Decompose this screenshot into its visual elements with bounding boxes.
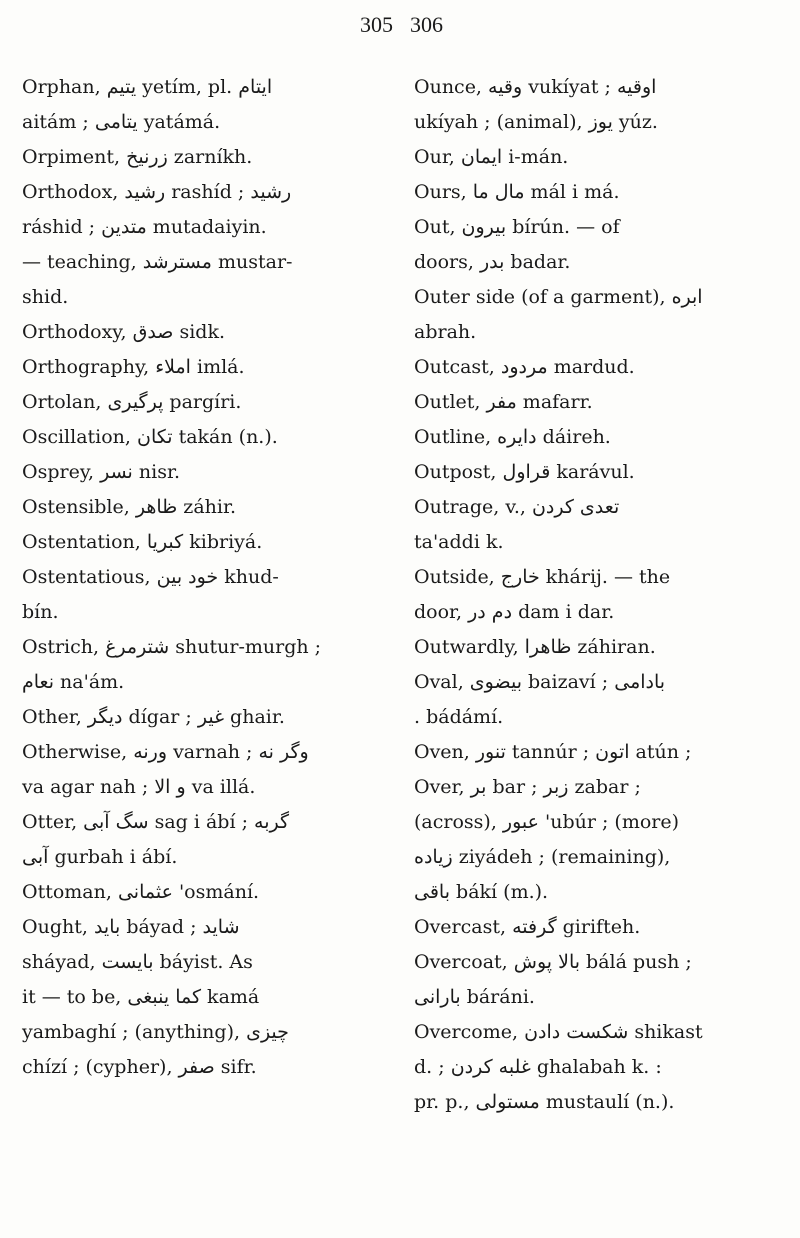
dictionary-entry (22, 420, 382, 455)
entry-line: Ounce, وقیه vukíyat ; اوقیه (414, 76, 657, 98)
dictionary-entry (414, 420, 774, 455)
entry-line: Orthography, املاء imlá. (22, 356, 245, 378)
entry-line: Outcast, مردود mardud. (414, 356, 635, 378)
entry-line: Oval, بیضوی baizaví ; بادامی (414, 671, 666, 693)
dictionary-entry (414, 385, 774, 420)
entry-line: ukíyah ; (animal), یوز yúz. (414, 111, 658, 133)
entry-line: Outline, دایره dáireh. (414, 426, 611, 448)
entry-line: chízí ; (cypher), صفر sifr. (22, 1056, 257, 1078)
dictionary-entry (414, 210, 774, 280)
dictionary-entry (414, 350, 774, 385)
dictionary-entry (22, 525, 382, 560)
dictionary-entry (22, 875, 382, 910)
entry-line: Outrage, v., تعدی کردن (414, 496, 620, 518)
dictionary-entry (22, 910, 382, 1085)
entry-line: Osprey, نسر nisr. (22, 461, 180, 483)
entry-line: Ostentatious, خود بین khud- (22, 566, 279, 588)
entry-line: Outpost, قراول karávul. (414, 461, 635, 483)
dictionary-entry (414, 280, 774, 350)
entry-line: Otherwise, ورنه varnah ; وگر نه (22, 741, 309, 763)
dictionary-entry (22, 490, 382, 525)
entry-line: ta'addi k. (414, 531, 504, 553)
dictionary-entry (414, 140, 774, 175)
dictionary-entry (414, 910, 774, 945)
entry-line: yambaghí ; (anything), چیزی (22, 1021, 289, 1043)
entry-line: بارانی báráni. (414, 986, 535, 1008)
entry-line: Ostentation, کبریا kibriyá. (22, 531, 263, 553)
entry-line: Over, بر bar ; زبر zabar ; (414, 776, 641, 798)
entry-line: shid. (22, 286, 69, 308)
entry-line: pr. p., مستولی mustaulí (n.). (414, 1091, 675, 1113)
dictionary-entry (414, 770, 774, 910)
dictionary-entry (414, 630, 774, 665)
entry-line: Outlet, مفر mafarr. (414, 391, 593, 413)
entry-line: — teaching, مسترشد mustar- (22, 251, 293, 273)
entry-line: Orpiment, زرنیخ zarníkh. (22, 146, 253, 168)
entry-line: Orthodox, رشید rashíd ; رشید (22, 181, 292, 203)
entry-line: (across), عبور 'ubúr ; (more) (414, 811, 680, 833)
entry-line: ráshid ; متدین mutadaiyin. (22, 216, 267, 238)
entry-line: d. ; غلبه کردن ghalabah k. : (414, 1056, 662, 1078)
dictionary-entry (414, 945, 774, 1015)
right-column (414, 70, 774, 1120)
entry-line: Ours, مال ما mál i má. (414, 181, 620, 203)
entry-line: Ortolan, پرگیری pargíri. (22, 391, 242, 413)
dictionary-entry (414, 1015, 774, 1120)
entry-line: Ought, باید báyad ; شاید (22, 916, 240, 938)
entry-line: Orthodoxy, صدق sidk. (22, 321, 226, 343)
dictionary-entry (22, 175, 382, 315)
entry-line: Outer side (of a garment), ابره (414, 286, 703, 308)
entry-line: Outside, خارج khárij. — the (414, 566, 671, 588)
entry-line: Overcome, شکست دادن shikast (414, 1021, 703, 1043)
entry-line: it — to be, کما ینبغی kamá (22, 986, 260, 1008)
dictionary-entry (22, 140, 382, 175)
entry-line: آبی gurbah i ábí. (22, 846, 178, 868)
entry-line: abrah. (414, 321, 477, 343)
entry-line: Ostrich, شترمرغ shutur-murgh ; (22, 636, 322, 658)
entry-line: Outwardly, ظاهرا záhiran. (414, 636, 656, 658)
entry-line: va agar nah ; و الا va illá. (22, 776, 256, 798)
dictionary-entry (414, 665, 774, 735)
entry-line: Oscillation, تکان takán (n.). (22, 426, 278, 448)
dictionary-entry (22, 315, 382, 350)
dictionary-entry (22, 700, 382, 735)
dictionary-entry (414, 560, 774, 630)
dictionary-entry (22, 630, 382, 700)
dictionary-entry (414, 735, 774, 770)
entry-line: Orphan, یتیم yetím, pl. ایتام (22, 76, 273, 98)
page-number-right: 306 (410, 12, 443, 37)
entry-line: Overcast, گرفته girifteh. (414, 916, 641, 938)
entry-line: Oven, تنور tannúr ; اتون atún ; (414, 741, 692, 763)
entry-line: Ostensible, ظاهر záhir. (22, 496, 236, 518)
dictionary-entry (414, 490, 774, 560)
left-column (22, 70, 382, 1085)
entry-line: aitám ; یتامی yatámá. (22, 111, 221, 133)
entry-line: . bádámí. (414, 706, 504, 728)
entry-line: Otter, سگ آبی sag i ábí ; گربه (22, 811, 290, 833)
entry-line: doors, بدر badar. (414, 251, 571, 273)
entry-line: نعام na'ám. (22, 671, 125, 693)
entry-line: door, دم در dam i dar. (414, 601, 615, 623)
dictionary-entry (22, 735, 382, 805)
entry-line: Ottoman, عثمانی 'osmání. (22, 881, 260, 903)
dictionary-entry (414, 70, 774, 140)
entry-line: Other, دیگر dígar ; غیر ghair. (22, 706, 285, 728)
entry-line: Overcoat, بالا پوش bálá push ; (414, 951, 692, 973)
entry-line: باقی bákí (m.). (414, 881, 549, 903)
dictionary-entry (22, 455, 382, 490)
dictionary-entry (22, 805, 382, 875)
dictionary-entry (22, 350, 382, 385)
entry-line: Our, ایمان i-mán. (414, 146, 569, 168)
entry-line: زیاده ziyádeh ; (remaining), (414, 846, 671, 868)
dictionary-entry (414, 455, 774, 490)
dictionary-entry (22, 560, 382, 630)
dictionary-entry (22, 70, 382, 140)
entry-line: Out, بیرون bírún. — of (414, 216, 620, 238)
dictionary-entry (22, 385, 382, 420)
dictionary-entry (414, 175, 774, 210)
page-numbers (0, 12, 800, 42)
page-number-left: 305 (360, 12, 393, 37)
entry-line: sháyad, بایست báyist. As (22, 951, 253, 973)
entry-line: bín. (22, 601, 59, 623)
